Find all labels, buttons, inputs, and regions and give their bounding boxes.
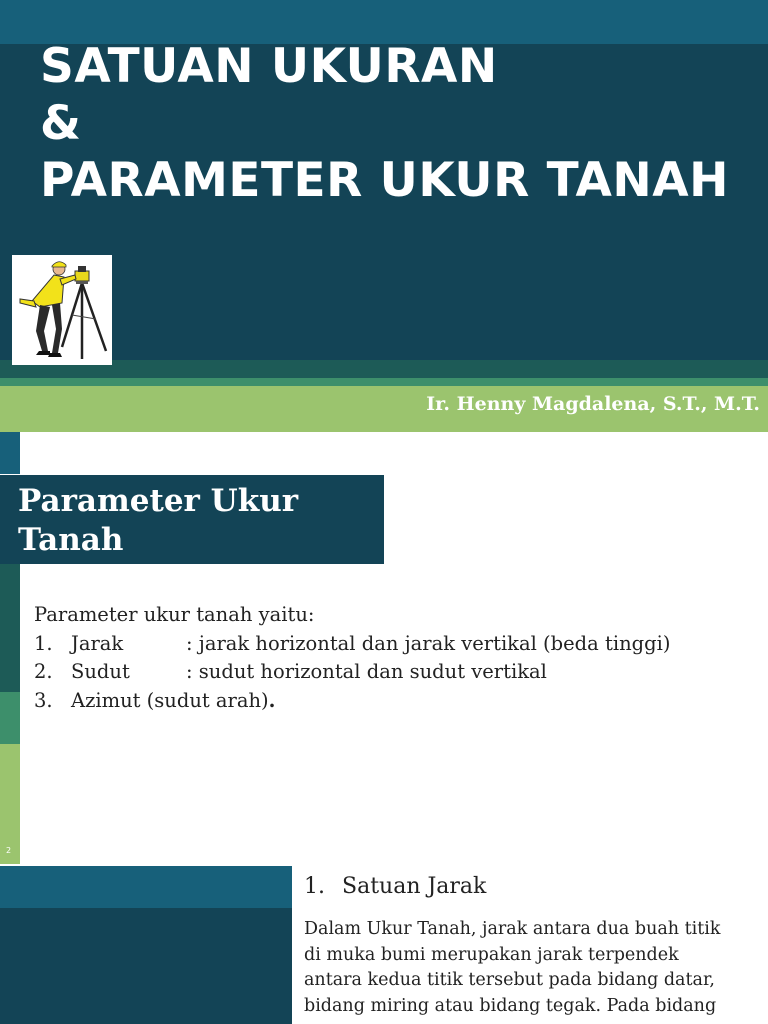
slide2-side-bar-2 bbox=[0, 564, 20, 692]
slide2-intro: Parameter ukur tanah yaitu: bbox=[34, 603, 315, 626]
slide1-title-line-3: PARAMETER UKUR TANAH bbox=[40, 153, 729, 208]
slide2-page-number: 2 bbox=[6, 846, 12, 855]
slide3-heading bbox=[304, 874, 486, 899]
list-item-label: Azimut (sudut arah) bbox=[71, 688, 269, 712]
slide2-side-bar-1 bbox=[0, 432, 20, 474]
slide2-title: Parameter Ukur Tanah bbox=[18, 483, 299, 558]
slide2-list-item bbox=[34, 658, 764, 687]
paragraph-line: Dalam Ukur Tanah, jarak antara dua buah titik bbox=[304, 919, 721, 939]
slide1-title-line-1: SATUAN UKURAN bbox=[40, 39, 498, 94]
slide2-body bbox=[34, 601, 764, 715]
list-item-label: Jarak bbox=[71, 631, 124, 655]
slide3-header-bar-bottom bbox=[0, 908, 292, 1024]
slide3-header-bar-top bbox=[0, 866, 292, 908]
slide2-list-item bbox=[34, 687, 764, 716]
slide3-paragraph bbox=[304, 917, 756, 1019]
slide2-list-item bbox=[34, 630, 764, 659]
slide3-heading-number: 1. bbox=[304, 874, 325, 899]
paragraph-line: bidang miring atau bidang tegak. Pada bidang bbox=[304, 995, 717, 1016]
paragraph-line: antara kedua titik tersebut pada bidang datar, bbox=[304, 970, 715, 990]
slide1-author: Ir. Henny Magdalena, S.T., M.T. bbox=[426, 393, 760, 415]
slide1-divider-mid bbox=[0, 378, 768, 386]
slide1-title-line-2: & bbox=[40, 96, 82, 151]
list-item-label: Sudut bbox=[71, 660, 130, 683]
paragraph-line: di muka bumi merupakan jarak terpendek bbox=[304, 944, 679, 965]
slide1-divider-dark bbox=[0, 360, 768, 378]
list-item-suffix: . bbox=[268, 688, 276, 712]
list-item-description: : sudut horizontal dan sudut vertikal bbox=[186, 660, 547, 683]
surveyor-theodolite-image bbox=[12, 255, 112, 365]
surveyor-icon bbox=[12, 255, 112, 365]
slide2-side-bar-3 bbox=[0, 692, 20, 744]
list-item-description: : jarak horizontal dan jarak vertikal (beda tinggi) bbox=[186, 631, 671, 655]
list-item-number: 1. bbox=[34, 631, 53, 655]
slide1-title bbox=[40, 38, 760, 209]
slide3-heading-text: Satuan Jarak bbox=[342, 874, 487, 899]
list-item-number: 2. bbox=[34, 660, 53, 683]
list-item-number: 3. bbox=[34, 688, 53, 712]
